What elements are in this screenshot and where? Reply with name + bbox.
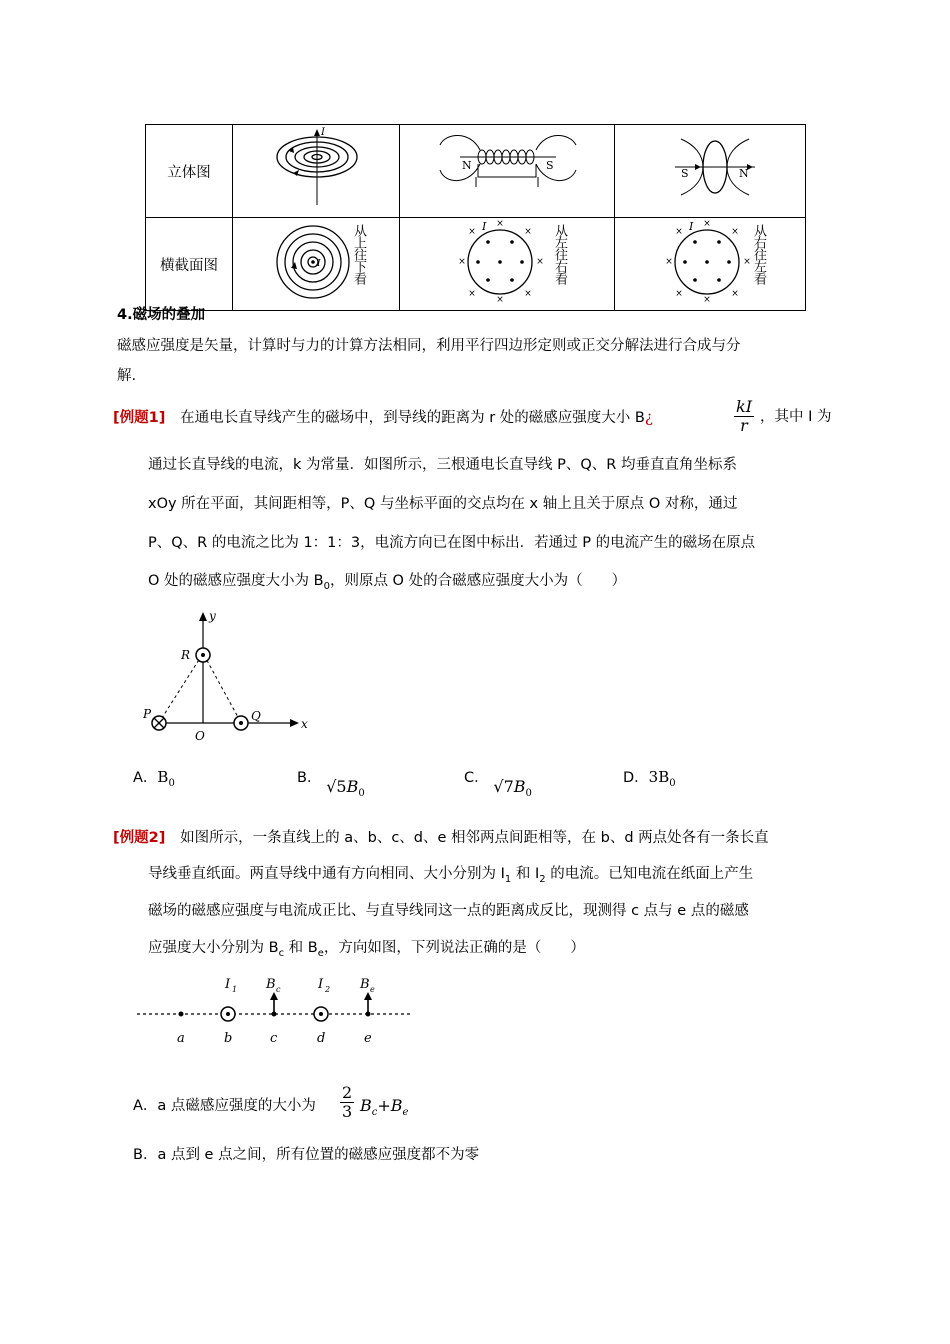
row-label-3d: 立体图 [146, 125, 233, 218]
fraction-two-thirds: $\frac{2}{3}$ [342, 1083, 353, 1121]
svg-text:×: × [496, 295, 504, 305]
example1-option-a[interactable]: A．$B_0$ [133, 768, 175, 789]
svg-text:Q: Q [251, 709, 261, 723]
svg-text:e: e [364, 1031, 372, 1046]
option-a-expression: $B_c+B_e$ [360, 1096, 409, 1119]
circular-current-section-figure [233, 218, 399, 306]
example1-option-c[interactable]: C． $√7B_0$ [464, 770, 532, 800]
example1-option-b[interactable]: B． $√5B_0$ [297, 770, 365, 800]
svg-text:I: I [689, 220, 694, 233]
example2-line: 导线垂直纸面。两直导线中通有方向相同、大小分别为 $I_1$ 和 $I_2$ 的电流。已知电流在纸面上产生 [148, 866, 754, 885]
example1-line: O 处的磁感应强度大小为 $B_0$，则原点 O 处的合磁感应强度大小为（ ） [148, 573, 627, 592]
svg-text:e: e [370, 985, 375, 994]
solenoid-3d-figure [400, 125, 614, 213]
cell-solenoid-section: × × × × × × × × I 从左往右看 [400, 218, 615, 311]
section-heading: 4.磁场的叠加 [117, 307, 206, 323]
svg-text:×: × [665, 257, 673, 267]
example1-line: P、Q、R 的电流之比为 1：1：3，电流方向已在图中标出．若通过 P 的电流产生的磁场在原点 [148, 535, 756, 551]
svg-text:N: N [462, 159, 472, 172]
svg-text:×: × [731, 227, 739, 237]
svg-text:×: × [524, 289, 532, 299]
example1-line: xOy 所在平面，其间距相等，P、Q 与坐标平面的交点均在 x 轴上且关于原点 O 对称，通过 [148, 496, 738, 512]
svg-text:×: × [458, 257, 466, 267]
svg-text:c: c [276, 985, 281, 994]
example1-tag: [例题1] [113, 410, 166, 426]
example1-wires-figure [135, 608, 310, 748]
example2-line: 磁场的磁感应强度与电流成正比、与直导线同这一点的距离成反比，现测得 c 点与 e 点的磁感 [148, 903, 749, 919]
svg-text:×: × [731, 289, 739, 299]
svg-text:B: B [266, 977, 276, 992]
cell-loop-section: × × × × × × × × I 从右往左看 [615, 218, 806, 311]
example2-line: 应强度大小分别为 $B_c$ 和 $B_e$，方向如图，下列说法正确的是（ ） [148, 940, 585, 959]
section-body-line: 磁感应强度是矢量，计算时与力的计算方法相同，利用平行四边形定则或正交分解法进行合成与分 [117, 338, 741, 354]
fraction-kI-over-r: $\frac{kI}{r}$ [736, 397, 753, 435]
circular-current-3d-figure [233, 125, 399, 213]
svg-text:b: b [224, 1031, 233, 1046]
example2-first-line: [例题2] 如图所示，一条直线上的 a、b、c、d、e 相邻两点间距相等，在 b、d 两点处各有一条长直 [113, 830, 769, 846]
svg-text:a: a [177, 1031, 185, 1046]
example2-option-a[interactable]: A．a 点磁感应强度的大小为 [133, 1098, 316, 1114]
svg-text:×: × [496, 219, 504, 229]
svg-text:×: × [703, 219, 711, 229]
svg-text:d: d [317, 1031, 326, 1046]
svg-text:1: 1 [232, 985, 238, 994]
svg-text:×: × [703, 295, 711, 305]
svg-text:P: P [143, 707, 152, 721]
row-label-cross-section: 横截面图 [146, 218, 233, 311]
section-body-line: 解. [117, 368, 137, 384]
example1-first-line: [例题1] 在通电长直导线产生的磁场中，到导线的距离为 r 处的磁感应强度大小 B¿ [113, 408, 653, 426]
svg-text:×: × [675, 289, 683, 299]
svg-text:x: x [301, 717, 308, 731]
example1-line: 通过长直导线的电流，k 为常量．如图所示，三根通电长直导线 P、Q、R 均垂直直角坐标系 [148, 457, 737, 473]
current-loop-section-figure [615, 218, 805, 306]
svg-text:×: × [743, 257, 751, 267]
magnetic-field-table [145, 124, 806, 311]
svg-text:I: I [317, 259, 321, 269]
svg-text:R: R [181, 648, 191, 662]
current-loop-3d-figure [615, 125, 805, 213]
svg-text:I: I [482, 220, 487, 233]
svg-text:×: × [524, 227, 532, 237]
svg-text:c: c [270, 1031, 278, 1046]
svg-text:B: B [360, 977, 370, 992]
solenoid-section-figure [400, 218, 614, 306]
svg-text:×: × [536, 257, 544, 267]
example1-option-d[interactable]: D．$3B_0$ [623, 768, 676, 789]
svg-text:×: × [675, 227, 683, 237]
example2-option-b[interactable]: B．a 点到 e 点之间，所有位置的磁感应强度都不为零 [133, 1147, 480, 1163]
cell-loop-3d [615, 125, 806, 218]
cell-circular-current-section: I 从上往下看 [233, 218, 400, 311]
cell-circular-current-3d [233, 125, 400, 218]
svg-text:×: × [468, 227, 476, 237]
example1-line1-end: ，其中 I 为 [760, 409, 832, 425]
svg-text:I: I [225, 977, 231, 992]
example2-line-figure [135, 970, 420, 1052]
svg-text:y: y [209, 609, 216, 623]
svg-text:N: N [739, 167, 749, 180]
svg-text:S: S [546, 159, 554, 172]
svg-text:×: × [468, 289, 476, 299]
cell-solenoid-3d [400, 125, 615, 218]
svg-text:2: 2 [325, 985, 331, 994]
svg-text:S: S [681, 167, 689, 180]
svg-text:I: I [318, 977, 324, 992]
example2-tag: [例题2] [113, 830, 166, 846]
svg-text:I: I [321, 127, 325, 138]
svg-text:O: O [195, 729, 205, 743]
point-a [179, 1012, 184, 1017]
